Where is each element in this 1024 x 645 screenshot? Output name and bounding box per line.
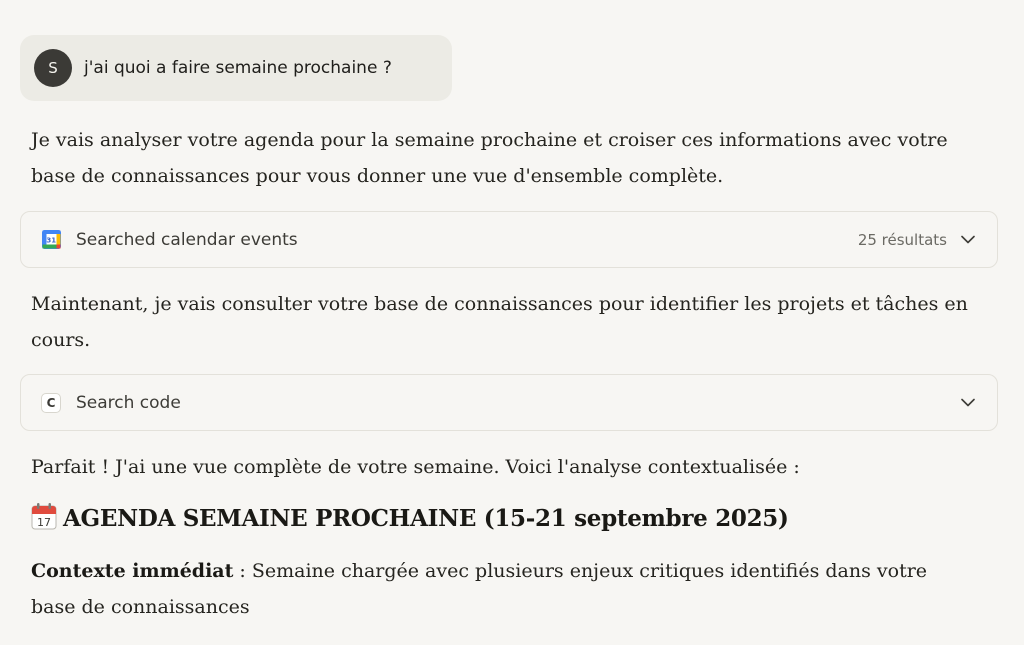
context-label: Contexte immédiat bbox=[31, 560, 234, 582]
google-calendar-icon bbox=[41, 230, 61, 250]
tool-card-calendar[interactable] bbox=[20, 211, 998, 268]
results-count: 25 résultats bbox=[857, 230, 947, 249]
user-message-text: j'ai quoi a faire semaine prochaine ? bbox=[84, 58, 392, 78]
code-letter-icon bbox=[41, 393, 61, 413]
user-message-bubble bbox=[20, 35, 452, 101]
page-title: AGENDA SEMAINE PROCHAINE (15-21 septembre 2025) bbox=[63, 505, 789, 532]
calendar-emoji-day: 17 bbox=[37, 516, 51, 529]
chevron-down-icon[interactable] bbox=[959, 231, 977, 249]
assistant-middle-text: Maintenant, je vais consulter votre base de connaissances pour identifier les projets et tâches en cours. bbox=[31, 293, 968, 351]
tool-label-search-code: Search code bbox=[76, 392, 181, 413]
tool-card-search-code[interactable] bbox=[20, 374, 998, 431]
context-separator: : bbox=[233, 560, 252, 582]
section-heading bbox=[31, 502, 789, 535]
calendar-emoji-icon bbox=[31, 502, 57, 535]
chevron-down-icon[interactable] bbox=[959, 394, 977, 412]
assistant-summary-intro: Parfait ! J'ai une vue complète de votre semaine. Voici l'analyse contextualisée : bbox=[31, 456, 800, 478]
code-icon-letter: C bbox=[41, 393, 61, 413]
context-paragraph bbox=[31, 553, 971, 625]
tool-label-calendar: Searched calendar events bbox=[76, 229, 298, 250]
avatar[interactable]: S bbox=[34, 49, 72, 87]
calendar-icon-day: 31 bbox=[45, 236, 56, 245]
context-text: Semaine chargée avec plusieurs enjeux critiques identifiés dans votre base de connaissances bbox=[31, 560, 928, 618]
assistant-intro-text: Je vais analyser votre agenda pour la semaine prochaine et croiser ces informations avec votre base de connaissances pour vous donner une vue d'ensemble complète. bbox=[31, 129, 948, 187]
